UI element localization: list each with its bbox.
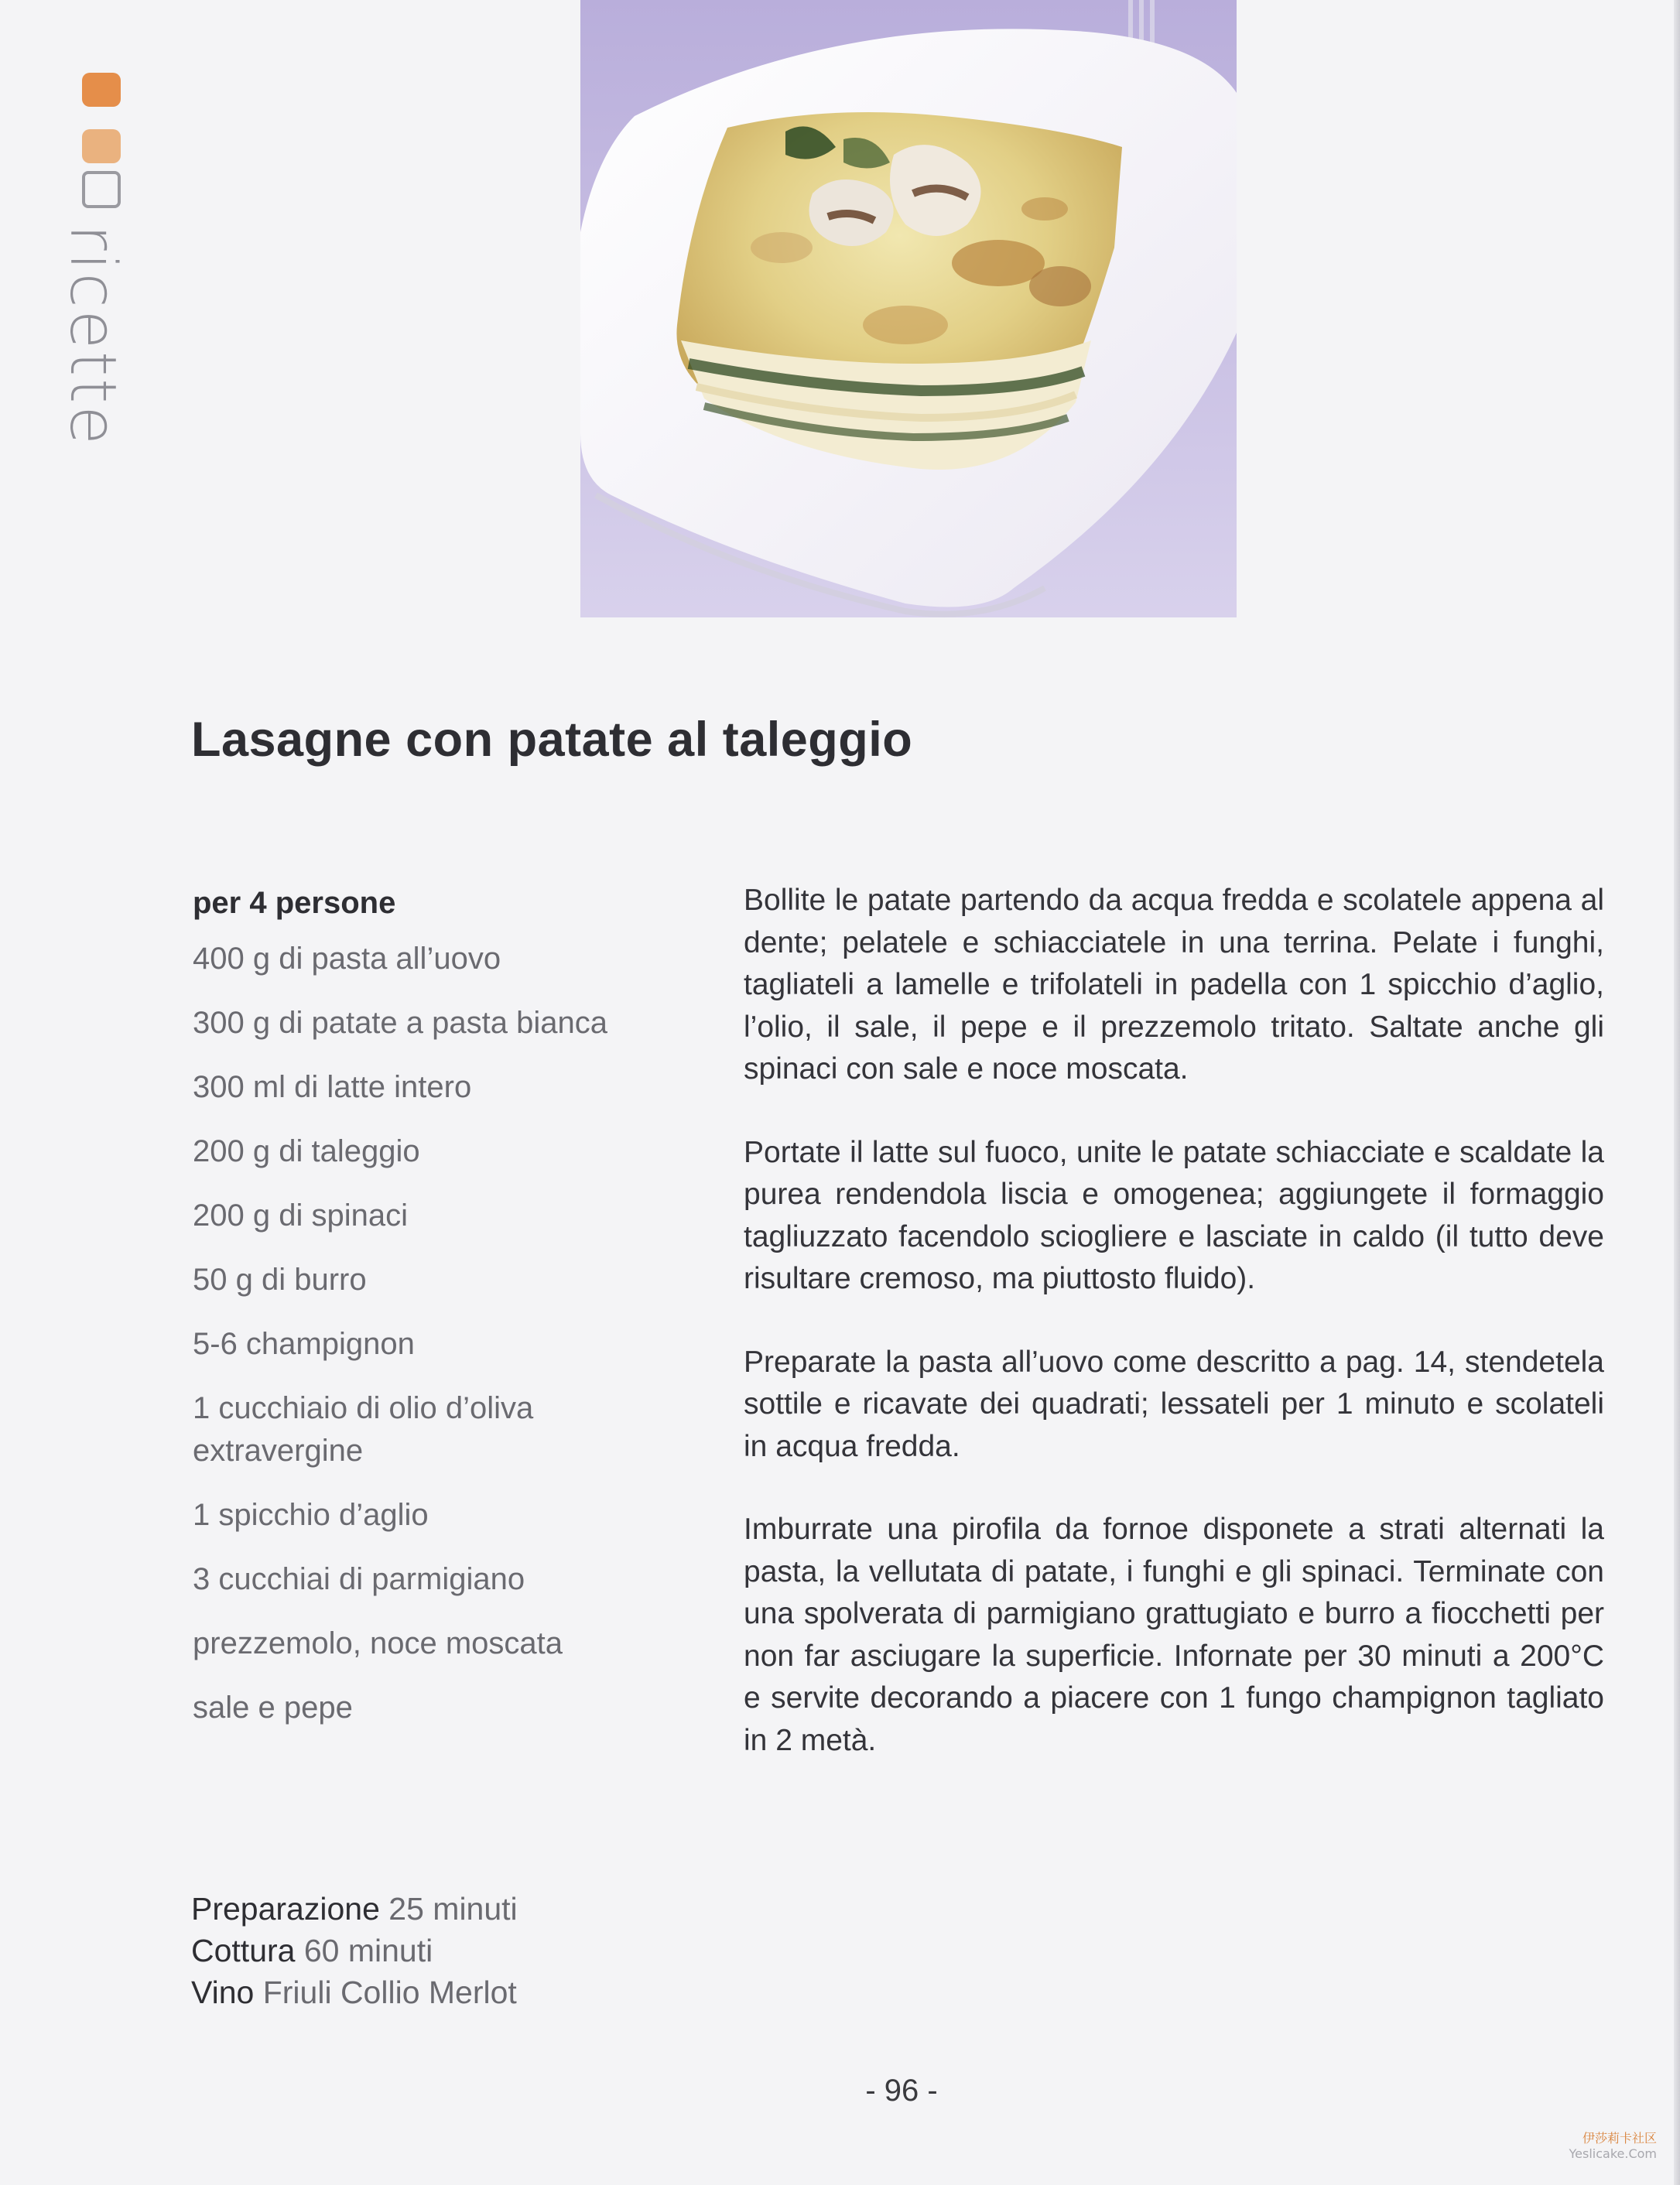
ingredient-item: 300 g di patate a pasta bianca bbox=[193, 1006, 607, 1040]
method-section bbox=[744, 880, 1604, 1803]
recipe-photo bbox=[580, 0, 1237, 617]
ingredient-item: 400 g di pasta all’uovo bbox=[193, 942, 501, 976]
servings-label: per 4 persone bbox=[193, 886, 396, 920]
wine-value: Friuli Collio Merlot bbox=[262, 1975, 517, 2010]
cook-time-row bbox=[191, 1930, 518, 1971]
ingredient-item: 300 ml di latte intero bbox=[193, 1070, 472, 1104]
method-step: Bollite le patate partendo da acqua fredda e scolatele appena al dente; pelatele e schiacciatele in una terrina. Pelate i funghi, tagliateli a lamelle e trifolateli in padella con 1 spicchio d’aglio, l’olio, il sale, il pepe e il prezzemolo tritato. Saltate anche gli spinaci con sale e noce moscata. bbox=[744, 884, 1604, 1086]
ingredient-item: 200 g di spinaci bbox=[193, 1199, 408, 1233]
page-edge bbox=[1674, 0, 1680, 2185]
watermark bbox=[1569, 2131, 1658, 2162]
wine-row bbox=[191, 1971, 518, 2013]
ingredient-list bbox=[193, 938, 688, 1729]
method-step: Portate il latte sul fuoco, unite le patate schiacciate e scaldate la purea rendendola liscia e omogenea; aggiungete il formaggio tagliuzzato facendolo sciogliere e lasciate in caldo (il tutto deve risultare cremoso, ma piuttosto fluido). bbox=[744, 1135, 1604, 1295]
prep-time-row bbox=[191, 1888, 518, 1930]
watermark-name: 伊莎莉卡社区 bbox=[1582, 2131, 1657, 2146]
ingredient-item: prezzemolo, noce moscata bbox=[193, 1626, 563, 1660]
orange-dot-icon bbox=[82, 73, 121, 107]
ingredient-item: 50 g di burro bbox=[193, 1263, 367, 1297]
section-label: ricette bbox=[56, 224, 129, 447]
ingredient-item: 1 spicchio d’aglio bbox=[193, 1498, 429, 1532]
lasagne-illustration bbox=[580, 0, 1237, 617]
wine-label: Vino bbox=[191, 1975, 255, 2010]
cook-time-value: 60 minuti bbox=[303, 1933, 433, 1968]
prep-time-value: 25 minuti bbox=[388, 1891, 518, 1927]
watermark-url: Yeslicake.Com bbox=[1569, 2146, 1657, 2161]
method-step: Imburrate una pirofila da fornoe disponete a strati alternati la pasta, la vellutata di patate, i funghi e gli spinaci. Terminate con una spolverata di parmigiano grattugiato e burro a fiocchetti per non far asciugare la superficie. Infornate per 30 minuti a 200°C e servite decorando a piacere con 1 fungo champignon tagliato in 2 metà. bbox=[744, 1513, 1604, 1757]
ingredient-item: 200 g di taleggio bbox=[193, 1134, 420, 1168]
ingredient-item: 1 cucchiaio di olio d’oliva extravergine bbox=[193, 1391, 534, 1468]
recipe-info bbox=[191, 1888, 518, 2013]
ingredient-item: sale e pepe bbox=[193, 1691, 353, 1725]
method-step: Preparate la pasta all’uovo come descritto a pag. 14, stendetela sottile e ricavate dei quadrati; lessateli per 1 minuto e scolateli in acqua fredda. bbox=[744, 1345, 1604, 1463]
ingredient-item: 3 cucchiai di parmigiano bbox=[193, 1562, 525, 1596]
ingredient-item: 5-6 champignon bbox=[193, 1327, 415, 1361]
prep-time-label: Preparazione bbox=[191, 1891, 380, 1927]
cook-time-label: Cottura bbox=[191, 1933, 296, 1968]
light-orange-dot-icon bbox=[82, 129, 121, 163]
page-number: - 96 - bbox=[865, 2074, 938, 2108]
outline-dot-icon bbox=[82, 171, 121, 208]
recipe-title: Lasagne con patate al taleggio bbox=[191, 713, 913, 767]
ingredients-section bbox=[193, 880, 688, 1751]
